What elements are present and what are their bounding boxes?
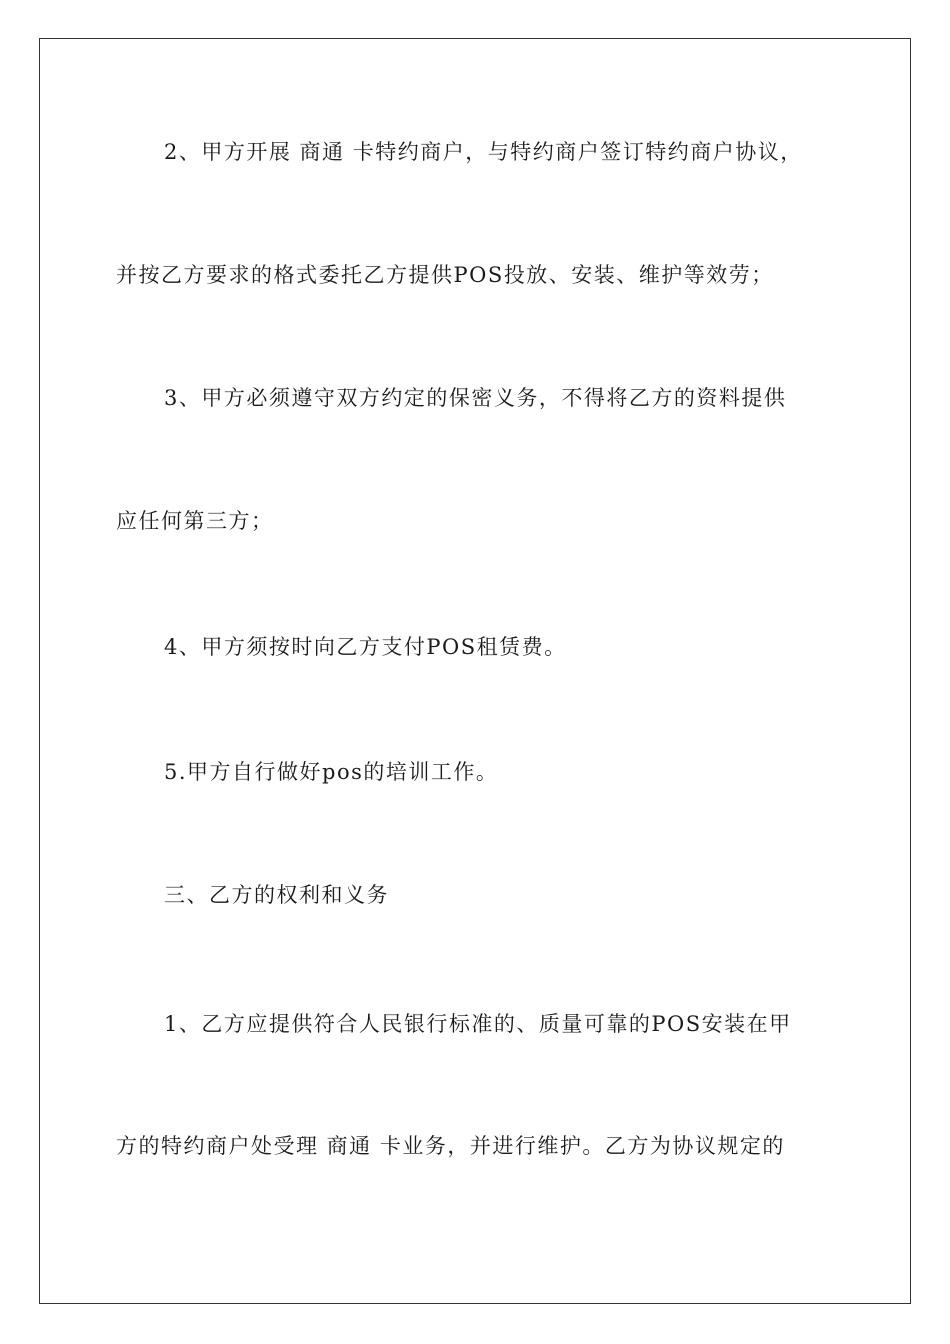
page-border [39, 38, 911, 1304]
clause-3-line-1: 3、甲方必须遵守双方约定的保密义务，不得将乙方的资料提供 [164, 386, 787, 410]
clause-2-line-2: 并按乙方要求的格式委托乙方提供POS投放、安装、维护等效劳； [116, 263, 774, 287]
clause-3-line-2: 应任何第三方； [116, 509, 274, 533]
clause-2-line-1: 2、甲方开展 商通 卡特约商户，与特约商户签订特约商户协议， [164, 140, 803, 164]
section-heading-3: 三、乙方的权利和义务 [164, 883, 389, 907]
section-3-clause-1-line-2: 方的特约商户处受理 商通 卡业务，并进行维护。乙方为协议规定的 [116, 1134, 785, 1158]
clause-4: 4、甲方须按时向乙方支付POS租赁费。 [164, 635, 567, 659]
clause-5: 5.甲方自行做好pos的培训工作。 [164, 760, 499, 784]
section-3-clause-1-line-1: 1、乙方应提供符合人民银行标准的、质量可靠的POS安装在甲 [164, 1012, 792, 1036]
